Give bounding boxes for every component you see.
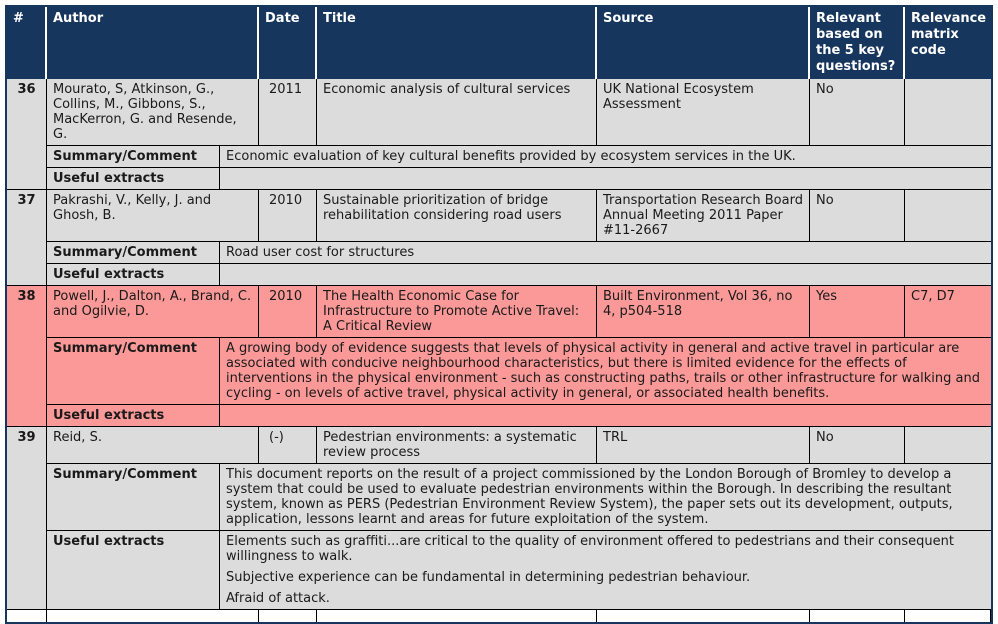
relevance-code-cell bbox=[905, 190, 991, 241]
next-row-number-cell bbox=[7, 610, 47, 622]
next-row-partial bbox=[7, 610, 991, 622]
useful-extracts-label: Useful extracts bbox=[47, 405, 220, 426]
col-header-relevance-code: Relevance matrix code bbox=[911, 11, 987, 58]
useful-extracts-row bbox=[47, 530, 991, 609]
title-cell: Sustainable prioritization of bridge rehabilitation considering road users bbox=[317, 190, 597, 241]
col-header-title: Title bbox=[317, 7, 597, 79]
next-row-relevant-cell bbox=[810, 610, 905, 622]
table-body bbox=[7, 79, 991, 610]
summary-label: Summary/Comment bbox=[47, 242, 220, 263]
relevance-code-cell bbox=[905, 79, 991, 145]
summary-row bbox=[47, 145, 991, 167]
summary-content: Road user cost for structures bbox=[226, 245, 415, 260]
col-header-date: Date bbox=[259, 7, 317, 79]
author-cell: Reid, S. bbox=[47, 427, 259, 463]
entry-main-row bbox=[47, 286, 991, 337]
summary-content: A growing body of evidence suggests that levels of physical activity in general and active travel in particular are associated with conducive neighbourhood characteristics, but there is limited evidence for the effects of interventions in the physical environment - such as constructing paths, trails or other infrastructure for walking and cycling - on levels of active travel, physical activity in general, or associated health benefits. bbox=[226, 341, 980, 401]
entry-main-row bbox=[47, 190, 991, 241]
table-entry bbox=[7, 190, 991, 286]
relevance-code-cell: C7, D7 bbox=[911, 289, 955, 304]
useful-extracts-row bbox=[47, 263, 991, 285]
entry-number-cell: 37 bbox=[7, 190, 47, 285]
useful-extracts-label: Useful extracts bbox=[47, 168, 220, 189]
next-row-code-cell bbox=[905, 610, 991, 622]
summary-label: Summary/Comment bbox=[47, 338, 220, 404]
summary-label: Summary/Comment bbox=[47, 464, 220, 530]
author-cell: Powell, J., Dalton, A., Brand, C. and Ogilvie, D. bbox=[47, 286, 259, 337]
source-cell: Transportation Research Board Annual Meeting 2011 Paper #11-2667 bbox=[597, 190, 810, 241]
title-cell: Economic analysis of cultural services bbox=[317, 79, 597, 145]
title-cell: Pedestrian environments: a systematic review process bbox=[317, 427, 597, 463]
date-cell: 2011 bbox=[259, 79, 317, 145]
col-header-relevant: Relevant based on the 5 key questions? bbox=[810, 7, 905, 79]
title-cell: The Health Economic Case for Infrastructure to Promote Active Travel: A Critical Review bbox=[317, 286, 597, 337]
useful-extracts-label: Useful extracts bbox=[47, 264, 220, 285]
useful-extracts-label: Useful extracts bbox=[47, 531, 220, 609]
entry-main-row bbox=[47, 79, 991, 145]
literature-review-table bbox=[5, 5, 993, 624]
extract-paragraph: Afraid of attack. bbox=[226, 591, 330, 606]
author-cell: Mourato, S, Atkinson, G., Collins, M., Gibbons, S., MacKerron, G. and Resende, G. bbox=[47, 79, 259, 145]
useful-extracts-content bbox=[220, 168, 991, 189]
next-row-author-cell bbox=[47, 610, 259, 622]
summary-content: Economic evaluation of key cultural benefits provided by ecosystem services in the UK. bbox=[226, 149, 796, 164]
next-row-title-cell bbox=[317, 610, 597, 622]
extract-paragraph: Subjective experience can be fundamental in determining pedestrian behaviour. bbox=[226, 570, 751, 585]
table-entry bbox=[7, 79, 991, 190]
relevant-cell: No bbox=[810, 79, 905, 145]
source-cell: Built Environment, Vol 36, no 4, p504-518 bbox=[597, 286, 810, 337]
useful-extracts-content bbox=[220, 531, 991, 609]
summary-content: This document reports on the result of a project commissioned by the London Borough of Bromley to develop a system that could be used to evaluate pedestrian environments within the Borough. In describing the resultant system, known as PERS (Pedestrian Environment Review System), the paper sets out its development, outputs, application, lessons learnt and areas for future exploitation of the system. bbox=[226, 467, 953, 527]
relevance-code-cell bbox=[905, 427, 991, 463]
extract-paragraph: Elements such as graffiti...are critical to the quality of environment offered to pedestrians and their consequent willingness to walk. bbox=[226, 534, 954, 564]
entry-number-cell: 38 bbox=[7, 286, 47, 426]
entry-number-cell: 36 bbox=[7, 79, 47, 189]
useful-extracts-row bbox=[47, 167, 991, 189]
summary-row bbox=[47, 463, 991, 530]
useful-extracts-content bbox=[220, 264, 991, 285]
table-header-row bbox=[7, 7, 991, 79]
summary-row bbox=[47, 337, 991, 404]
useful-extracts-content bbox=[220, 405, 991, 426]
next-row-source-cell bbox=[597, 610, 810, 622]
useful-extracts-row bbox=[47, 404, 991, 426]
col-header-author: Author bbox=[47, 7, 259, 79]
col-header-source: Source bbox=[597, 7, 810, 79]
summary-row bbox=[47, 241, 991, 263]
author-cell: Pakrashi, V., Kelly, J. and Ghosh, B. bbox=[47, 190, 259, 241]
next-row-date-cell bbox=[259, 610, 317, 622]
summary-label: Summary/Comment bbox=[47, 146, 220, 167]
table-entry bbox=[7, 427, 991, 610]
col-header-number: # bbox=[7, 7, 47, 79]
table-entry bbox=[7, 286, 991, 427]
date-cell: (-) bbox=[259, 427, 317, 463]
relevant-cell: Yes bbox=[810, 286, 905, 337]
date-cell: 2010 bbox=[259, 190, 317, 241]
source-cell: TRL bbox=[597, 427, 810, 463]
entry-number-cell: 39 bbox=[7, 427, 47, 609]
entry-main-row bbox=[47, 427, 991, 463]
source-cell: UK National Ecosystem Assessment bbox=[597, 79, 810, 145]
relevant-cell: No bbox=[810, 190, 905, 241]
relevant-cell: No bbox=[810, 427, 905, 463]
date-cell: 2010 bbox=[259, 286, 317, 337]
